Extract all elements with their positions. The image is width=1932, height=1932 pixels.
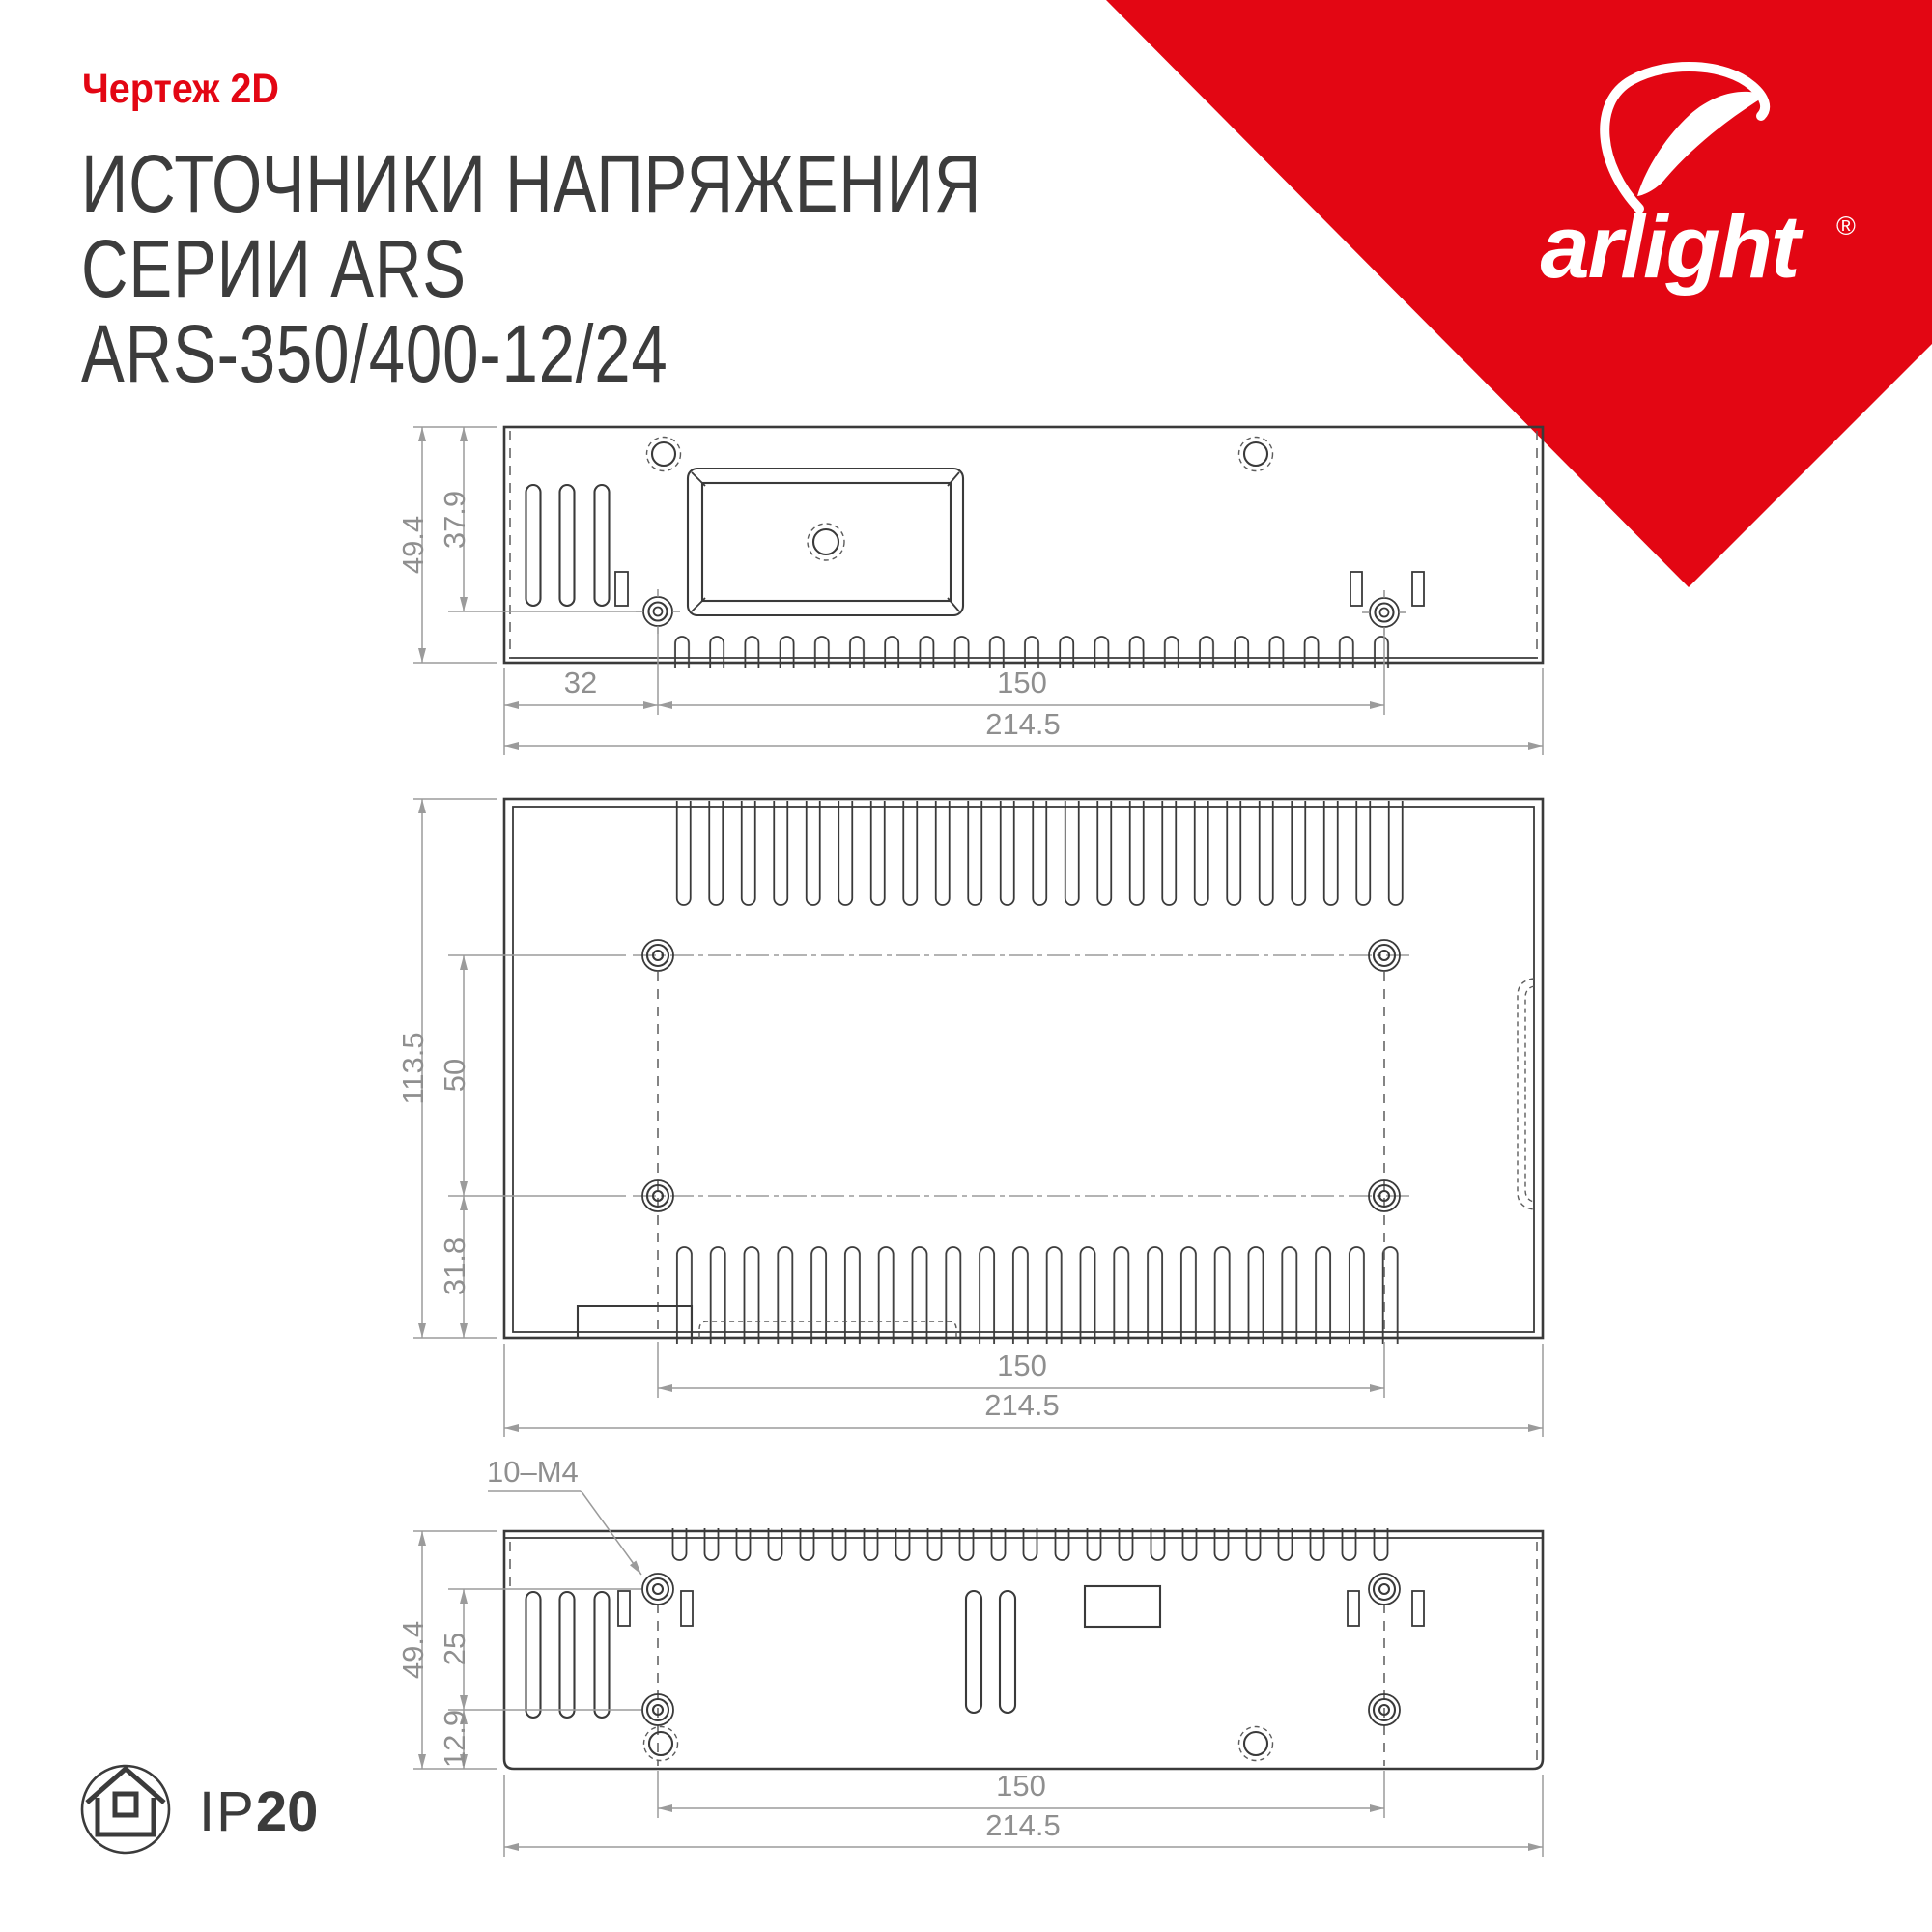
- ip-rating-prefix: IP: [199, 1780, 256, 1843]
- view-side-bottom-dimensions: [396, 1531, 1543, 1857]
- vent-slot: [1000, 1591, 1015, 1713]
- mount-hole: [647, 438, 681, 471]
- vent-row: [668, 1246, 1407, 1344]
- thread-label: 10–M4: [487, 1455, 579, 1489]
- vent-slot: [526, 485, 541, 606]
- registered-mark: ®: [1836, 212, 1856, 241]
- ip20-icon: [82, 1766, 169, 1853]
- mount-hole: [1239, 438, 1273, 471]
- mount-hole: [644, 1727, 678, 1761]
- vent-slot: [560, 1592, 575, 1718]
- screw-hole: [1369, 1180, 1400, 1211]
- label-window: [1085, 1586, 1160, 1627]
- dim-label-width: 214.5: [985, 1808, 1061, 1842]
- view-side-bottom: [396, 1455, 1543, 1857]
- screw-hole: [642, 1180, 673, 1211]
- brand-corner: [1106, 0, 1932, 587]
- dim-label-bottom-offset: 31.8: [438, 1236, 471, 1296]
- ip-rating: [199, 1779, 318, 1844]
- mount-hole: [1239, 1727, 1273, 1761]
- dim-label-width: 214.5: [984, 1388, 1060, 1422]
- title-line-3: ARS-350/400-12/24: [81, 308, 668, 399]
- vent-slot: [595, 1592, 610, 1718]
- screw-hole: [1369, 1574, 1400, 1605]
- dim-label-height: 49.4: [396, 1620, 430, 1680]
- screw-hole: [636, 589, 680, 634]
- dim-label-width: 214.5: [985, 707, 1061, 741]
- dim-label-inner-height: 37.9: [438, 490, 471, 550]
- vent-row: [668, 801, 1411, 907]
- vent-slot: [595, 485, 610, 606]
- vent-slot: [966, 1591, 981, 1713]
- vent-slot: [560, 485, 575, 606]
- ip-rating-value: 20: [255, 1780, 319, 1843]
- view-side-top: [396, 427, 1543, 755]
- screw-hole: [642, 940, 673, 971]
- screw-hole: [642, 1574, 673, 1605]
- vent-row: [664, 1528, 1398, 1561]
- terminal-cover: [688, 469, 963, 615]
- vent-slot: [526, 1592, 541, 1718]
- dim-label-bottom-offset: 12.9: [438, 1709, 471, 1769]
- screw-hole: [1369, 940, 1400, 971]
- title-line-1: ИСТОЧНИКИ НАПРЯЖЕНИЯ: [81, 138, 982, 229]
- dim-label-hole-spacing-v: 50: [438, 1058, 471, 1093]
- brand-triangle: [1106, 0, 1932, 587]
- title-line-2: СЕРИИ ARS: [81, 223, 467, 314]
- dim-label-hole-spacing: 150: [997, 1349, 1047, 1382]
- dim-label-hole-spacing-v: 25: [438, 1632, 471, 1666]
- dim-label-height: 113.5: [396, 1032, 430, 1105]
- dim-label-height: 49.4: [396, 515, 430, 575]
- dim-label-hole-spacing: 150: [997, 666, 1047, 699]
- view-plan: [396, 799, 1543, 1437]
- vent-row: [665, 636, 1391, 668]
- page-tag: Чертеж 2D: [82, 66, 279, 112]
- view-side-top-dimensions: [396, 427, 1543, 755]
- thread-callout: [487, 1455, 641, 1575]
- arlight-logo-text: arlight: [1540, 198, 1799, 297]
- screw-hole: [1362, 590, 1406, 635]
- dim-label-offset: 32: [563, 666, 598, 699]
- dim-label-hole-spacing: 150: [996, 1769, 1046, 1803]
